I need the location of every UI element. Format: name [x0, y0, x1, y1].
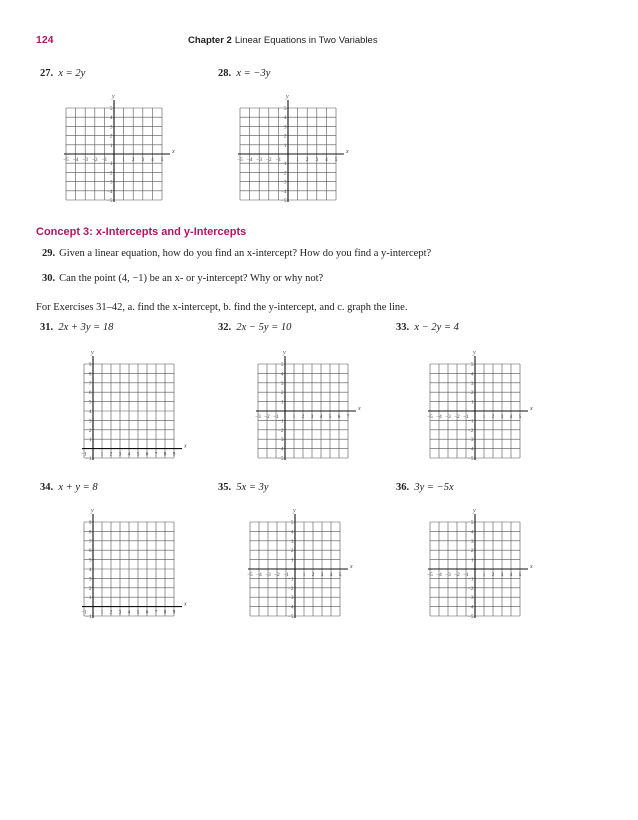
y-tick-label: −3 [467, 595, 474, 602]
x-tick-label: 6 [145, 609, 149, 616]
x-tick-label: 5 [328, 414, 332, 420]
x-tick-label: 1 [482, 572, 486, 578]
x-tick-label: 4 [325, 157, 328, 163]
y-axis-label: y [91, 508, 94, 514]
x-axis-label: x [184, 601, 187, 608]
y-tick-label: 2 [88, 427, 92, 434]
x-tick-label: 6 [337, 414, 341, 420]
x-tick-label: −1 [273, 414, 279, 420]
y-tick-label: 1 [109, 142, 113, 149]
x-axis-label: x [350, 564, 353, 570]
x-tick-label: −2 [92, 157, 98, 163]
y-tick-label: 4 [470, 371, 474, 378]
x-tick-label: −5 [427, 414, 433, 420]
y-tick-label: −3 [467, 437, 474, 444]
y-tick-label: 2 [470, 548, 474, 555]
y-tick-label: 4 [280, 371, 284, 378]
exercise-number: 33. [396, 322, 410, 333]
y-tick-label: −1 [85, 456, 92, 462]
graph-32 [254, 350, 361, 462]
exercise-number: 31. [40, 322, 54, 333]
y-tick-label: 2 [470, 390, 474, 397]
x-tick-label: 4 [329, 572, 333, 578]
y-tick-label: −5 [287, 614, 294, 620]
chapter-label: Chapter 2 [188, 35, 232, 46]
x-tick-label: −4 [256, 572, 262, 578]
x-tick-label: −5 [237, 157, 243, 163]
x-tick-label: 3 [500, 414, 504, 420]
y-tick-label: −2 [467, 585, 474, 592]
y-tick-label: 4 [283, 115, 287, 122]
y-tick-label: −1 [106, 161, 113, 168]
y-tick-label: −5 [280, 198, 287, 204]
x-tick-label: 3 [320, 572, 324, 578]
x-tick-label: 9 [172, 609, 176, 616]
exercise-number: 35. [218, 482, 232, 493]
x-axis-label: x [358, 406, 361, 412]
y-tick-label: −2 [287, 585, 294, 592]
exercise-number: 34. [40, 482, 54, 493]
x-tick-label: −3 [82, 157, 88, 163]
y-tick-label: −2 [277, 427, 284, 434]
x-tick-label: −4 [72, 157, 79, 163]
y-tick-label: 3 [290, 538, 294, 545]
x-tick-label: −4 [246, 157, 253, 163]
question-text: Can the point (4, −1) be an x- or y-intercept? Why or why not? [59, 273, 324, 284]
x-tick-label: 2 [491, 572, 495, 578]
problem-equation: x = 2y [58, 68, 86, 79]
y-tick-label: 1 [283, 142, 287, 149]
problem-27 [40, 68, 85, 79]
y-tick-label: 1 [88, 595, 92, 602]
x-tick-label: −2 [274, 572, 280, 578]
concept-heading: Concept 3: x-Intercepts and y-Intercepts [36, 226, 247, 238]
x-tick-label: 6 [145, 451, 149, 458]
x-tick-label: 4 [509, 414, 513, 420]
x-tick-label: −2 [454, 414, 460, 420]
x-tick-label: 1 [292, 414, 296, 420]
graph-35 [246, 508, 353, 620]
y-tick-label: 3 [470, 380, 474, 387]
graph-28 [236, 94, 349, 204]
x-tick-label: −2 [454, 572, 460, 578]
x-tick-label: −1 [81, 451, 87, 458]
x-tick-label: −3 [265, 572, 271, 578]
y-tick-label: −3 [287, 595, 294, 602]
x-tick-label: −5 [247, 572, 253, 578]
y-tick-label: −4 [467, 604, 474, 611]
x-tick-label: 3 [315, 157, 319, 163]
y-tick-label: 2 [280, 390, 284, 397]
x-tick-label: 5 [136, 451, 140, 458]
x-tick-label: −2 [264, 414, 270, 420]
x-tick-label: 7 [154, 609, 158, 616]
y-tick-label: 3 [280, 380, 284, 387]
exercise-equation: 3y = −5x [414, 482, 454, 493]
y-tick-label: −2 [467, 427, 474, 434]
x-tick-label: 9 [172, 451, 176, 458]
y-tick-label: 5 [109, 106, 113, 112]
y-tick-label: −2 [280, 170, 287, 177]
question-text: Given a linear equation, how do you find an x-intercept? How do you find a y-intercept? [59, 248, 432, 259]
x-tick-label: 2 [109, 609, 113, 616]
y-tick-label: −1 [85, 614, 92, 620]
x-tick-label: 1 [296, 157, 299, 163]
y-tick-label: 5 [280, 362, 284, 368]
y-tick-label: −1 [277, 418, 284, 425]
x-tick-label: 3 [118, 451, 122, 458]
x-tick-label: 2 [491, 414, 495, 420]
y-tick-label: 5 [283, 106, 287, 112]
y-tick-label: 7 [88, 538, 92, 545]
exercise-33 [396, 322, 459, 333]
x-tick-label: 3 [141, 157, 145, 163]
x-tick-label: −3 [445, 414, 451, 420]
x-axis-label: x [172, 149, 175, 155]
y-tick-label: −4 [280, 188, 287, 195]
x-tick-label: −5 [427, 572, 433, 578]
exercise-32 [218, 322, 291, 333]
y-tick-label: 1 [88, 437, 92, 444]
x-axis-label: x [184, 443, 187, 450]
x-tick-label: 4 [509, 572, 513, 578]
y-tick-label: 2 [283, 133, 287, 140]
y-tick-label: 2 [109, 133, 113, 140]
x-tick-label: 5 [160, 157, 164, 163]
exercise-equation: 2x − 5y = 10 [236, 322, 292, 333]
x-tick-label: 3 [500, 572, 504, 578]
x-tick-label: −4 [436, 414, 442, 420]
page-number: 124 [36, 34, 54, 46]
y-tick-label: −3 [280, 179, 287, 186]
x-tick-label: −4 [436, 572, 442, 578]
y-tick-label: −3 [106, 179, 113, 186]
x-tick-label: 2 [301, 414, 305, 420]
y-tick-label: 6 [88, 390, 92, 397]
y-tick-label: 8 [88, 371, 92, 378]
y-tick-label: −1 [287, 576, 294, 583]
graph-27 [62, 94, 175, 204]
y-tick-label: −2 [106, 170, 113, 177]
y-tick-label: −1 [467, 418, 474, 425]
x-tick-label: −2 [266, 157, 272, 163]
x-tick-label: −5 [63, 157, 69, 163]
y-tick-label: 5 [88, 557, 92, 564]
x-tick-label: 1 [122, 157, 125, 163]
x-tick-label: 2 [305, 157, 309, 163]
exercise-36 [396, 482, 454, 493]
graph-31 [80, 350, 187, 462]
exercise-equation: 2x + 3y = 18 [58, 322, 114, 333]
exercise-number: 32. [218, 322, 232, 333]
x-tick-label: 5 [518, 572, 522, 578]
y-tick-label: 8 [88, 529, 92, 536]
x-tick-label: 7 [154, 451, 158, 458]
problem-number: 28. [218, 68, 232, 79]
y-axis-label: y [91, 350, 94, 356]
x-tick-label: 1 [100, 609, 104, 616]
x-tick-label: 8 [163, 451, 167, 458]
y-tick-label: −5 [277, 456, 284, 462]
y-axis-label: y [293, 508, 296, 514]
exercise-equation: x − 2y = 4 [414, 322, 459, 333]
graph-33 [426, 350, 533, 462]
question-number: 30. [42, 273, 56, 284]
y-tick-label: −1 [467, 576, 474, 583]
x-tick-label: −3 [445, 572, 451, 578]
y-tick-label: 5 [470, 362, 474, 368]
exercise-number: 36. [396, 482, 410, 493]
y-tick-label: −4 [106, 188, 113, 195]
x-tick-label: −3 [255, 414, 261, 420]
y-tick-label: −4 [467, 446, 474, 453]
y-tick-label: 5 [88, 399, 92, 406]
x-tick-label: −1 [283, 572, 289, 578]
y-tick-label: 4 [470, 529, 474, 536]
graph-34 [80, 508, 187, 620]
problem-equation: x = −3y [236, 68, 271, 79]
y-tick-label: 6 [88, 548, 92, 555]
y-tick-label: 3 [88, 418, 92, 425]
y-axis-label: y [283, 350, 286, 356]
question-30 [42, 273, 323, 284]
y-tick-label: −4 [277, 446, 284, 453]
y-tick-label: 4 [88, 567, 92, 573]
exercise-equation: 5x = 3y [236, 482, 269, 493]
y-tick-label: 1 [290, 557, 294, 564]
x-tick-label: 4 [319, 414, 323, 420]
y-tick-label: −5 [467, 456, 474, 462]
y-tick-label: −1 [280, 161, 287, 168]
exercise-34 [40, 482, 98, 493]
exercise-31 [40, 322, 113, 333]
x-tick-label: 1 [302, 572, 306, 578]
x-tick-label: 2 [131, 157, 135, 163]
exercise-35 [218, 482, 269, 493]
x-tick-label: −1 [463, 414, 469, 420]
y-tick-label: 3 [470, 538, 474, 545]
y-tick-label: 9 [88, 362, 92, 368]
x-tick-label: 1 [482, 414, 486, 420]
y-tick-label: 5 [290, 520, 294, 526]
x-tick-label: 4 [151, 157, 154, 163]
question-number: 29. [42, 248, 56, 259]
x-tick-label: 3 [310, 414, 314, 420]
y-tick-label: 4 [88, 409, 92, 415]
x-tick-label: 8 [163, 609, 167, 616]
x-tick-label: −1 [81, 609, 87, 616]
question-29 [42, 248, 431, 259]
x-tick-label: 3 [118, 609, 122, 616]
x-tick-label: 5 [136, 609, 140, 616]
x-tick-label: 5 [338, 572, 342, 578]
x-axis-label: x [530, 564, 533, 570]
x-tick-label: 4 [127, 451, 131, 458]
y-tick-label: 9 [88, 520, 92, 526]
exercise-equation: x + y = 8 [58, 482, 98, 493]
y-tick-label: 4 [290, 529, 294, 536]
y-tick-label: 1 [470, 399, 474, 406]
y-tick-label: 1 [470, 557, 474, 564]
y-tick-label: 3 [109, 124, 113, 131]
graph-36 [426, 508, 533, 620]
y-tick-label: −3 [277, 437, 284, 444]
y-tick-label: 5 [470, 520, 474, 526]
y-axis-label: y [112, 94, 115, 100]
x-tick-label: 1 [100, 451, 104, 458]
chapter-title: Linear Equations in Two Variables [234, 35, 378, 46]
x-tick-label: 5 [518, 414, 522, 420]
x-axis-label: x [346, 149, 349, 155]
y-tick-label: 2 [290, 548, 294, 555]
y-tick-label: 1 [280, 399, 284, 406]
problem-28 [218, 68, 270, 79]
y-tick-label: 2 [88, 585, 92, 592]
x-tick-label: −1 [275, 157, 282, 163]
x-tick-label: 7 [346, 414, 350, 420]
y-axis-label: y [286, 94, 289, 100]
x-tick-label: 2 [311, 572, 315, 578]
x-axis-label: x [530, 406, 533, 412]
x-tick-label: −1 [463, 572, 469, 578]
y-tick-label: 3 [283, 124, 287, 131]
x-tick-label: 5 [334, 157, 338, 163]
y-tick-label: 3 [88, 576, 92, 583]
y-tick-label: −5 [467, 614, 474, 620]
y-tick-label: 7 [88, 380, 92, 387]
x-tick-label: −3 [256, 157, 262, 163]
chapter-header [188, 35, 378, 46]
y-tick-label: 4 [109, 115, 113, 122]
y-tick-label: −5 [106, 198, 113, 204]
y-axis-label: y [473, 350, 476, 356]
x-tick-label: 4 [127, 609, 131, 616]
exercise-instructions: For Exercises 31–42, a. find the x-intercept, b. find the y-intercept, and c. graph the line. [36, 302, 408, 313]
x-tick-label: 2 [109, 451, 113, 458]
problem-number: 27. [40, 68, 54, 79]
x-tick-label: −1 [101, 157, 108, 163]
y-axis-label: y [473, 508, 476, 514]
y-tick-label: −4 [287, 604, 294, 611]
